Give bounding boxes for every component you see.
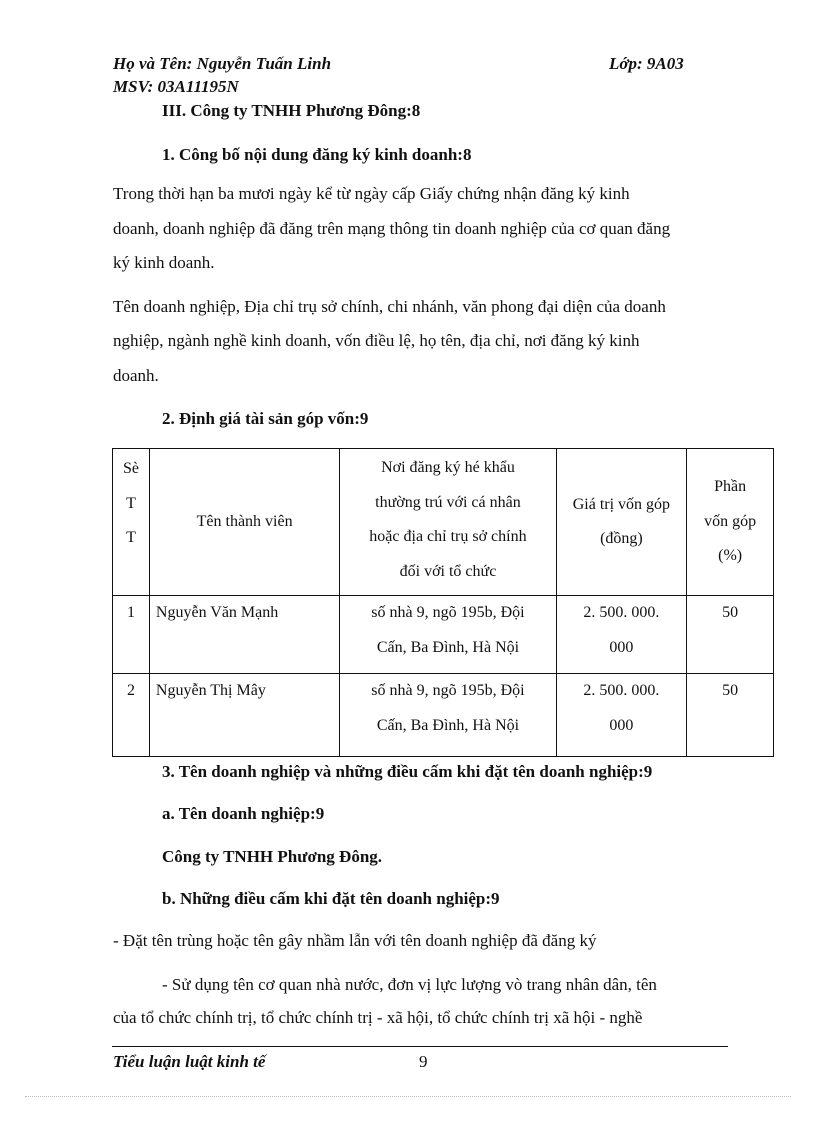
header-share-line: Phần (714, 478, 747, 496)
prohibition-item: - Đặt tên trùng hoặc tên gây nhầm lẫn với tên doanh nghiệp đã đăng ký (113, 931, 597, 950)
section-1-title: 1. Công bố nội dung đăng ký kinh doanh:8 (162, 145, 472, 164)
header-stt-line: T (126, 529, 136, 546)
section-iii-title: III. Công ty TNHH Phương Đông:8 (162, 101, 421, 120)
header-stt (113, 449, 150, 596)
row-value-line: 000 (609, 638, 634, 656)
header-value-line: (đồng) (600, 530, 643, 547)
section-2-title: 2. Định giá tài sản góp vốn:9 (162, 409, 369, 428)
row-value-line: 2. 500. 000. (583, 682, 660, 699)
capital-contribution-table (112, 448, 774, 757)
header-address-line: thường trú với cá nhân (375, 493, 521, 511)
row-stt-value: 1 (126, 604, 135, 621)
row-address (340, 674, 556, 757)
header-member-label: Tên thành viên (196, 513, 293, 530)
row-member (149, 674, 339, 757)
row-address-line: Cấn, Ba Đình, Hà Nội (376, 638, 520, 656)
page-number: 9 (419, 1052, 428, 1071)
header-stt-line: T (126, 494, 136, 512)
header-address (340, 449, 556, 596)
row-address-line: số nhà 9, ngõ 195b, Đội (371, 604, 525, 621)
row-member-value: Nguyễn Văn Mạnh (155, 604, 279, 621)
paragraph-line: Trong thời hạn ba mươi ngày kể từ ngày cấp Giấy chứng nhận đăng ký kinh (113, 184, 630, 203)
footer-title: Tiểu luận luật kinh tế (113, 1052, 266, 1071)
section-3-title: 3. Tên doanh nghiệp và những điều cấm khi đặt tên doanh nghiệp:9 (162, 762, 653, 781)
page-boundary (25, 1096, 791, 1097)
row-value-line: 000 (609, 716, 634, 734)
paragraph-line: doanh, doanh nghiệp đã đăng trên mạng thông tin doanh nghiệp của cơ quan đăng (113, 219, 671, 238)
row-value-line: 2. 500. 000. (583, 604, 660, 621)
row-share-value: 50 (722, 682, 739, 699)
header-class: Lớp: 9A03 (609, 54, 684, 73)
row-value (556, 674, 687, 757)
prohibition-item-continuation: của tổ chức chính trị, tổ chức chính trị - xã hội, tổ chức chính trị xã hội - nghề (113, 1008, 643, 1027)
row-address-line: Cấn, Ba Đình, Hà Nội (376, 716, 520, 734)
header-stt-line: Sè (122, 460, 139, 477)
paragraph-line: nghiệp, ngành nghề kinh doanh, vốn điều lệ, họ tên, địa chỉ, nơi đăng ký kinh (113, 331, 640, 350)
row-share-value: 50 (722, 604, 739, 621)
row-share (687, 596, 774, 674)
row-address-line: số nhà 9, ngõ 195b, Đội (371, 682, 525, 699)
table-header-row (113, 449, 774, 596)
header-value-line: Giá trị vốn góp (572, 495, 671, 513)
header-value (556, 449, 687, 596)
paragraph-line: doanh. (113, 366, 159, 385)
header-address-line: hoặc địa chỉ trụ sở chính (369, 528, 527, 545)
header-student-id: MSV: 03A11195N (113, 77, 239, 96)
header-address-line: Nơi đăng ký hé khẩu (381, 459, 515, 476)
row-stt-value: 2 (126, 682, 135, 699)
table-row (113, 674, 774, 757)
paragraph-line: Tên doanh nghiệp, Địa chỉ trụ sở chính, chi nhánh, văn phong đại diện của doanh (113, 297, 666, 316)
row-member (149, 596, 339, 674)
header-student-name: Họ và Tên: Nguyễn Tuấn Linh (113, 54, 332, 73)
section-a-title: a. Tên doanh nghiệp:9 (162, 804, 325, 823)
paragraph-line: ký kinh doanh. (113, 253, 215, 272)
header-member (149, 449, 339, 596)
header-address-line: đối với tổ chức (399, 562, 497, 580)
footer-divider (112, 1046, 728, 1047)
row-address (340, 596, 556, 674)
company-name: Công ty TNHH Phương Đông. (162, 847, 383, 866)
row-stt (113, 674, 150, 757)
table-row (113, 596, 774, 674)
header-share (687, 449, 774, 596)
header-share-line: (%) (718, 547, 743, 565)
row-stt (113, 596, 150, 674)
prohibition-item: - Sử dụng tên cơ quan nhà nước, đơn vị lực lượng vò trang nhân dân, tên (162, 975, 657, 994)
row-share (687, 674, 774, 757)
row-value (556, 596, 687, 674)
row-member-value: Nguyễn Thị Mây (155, 682, 266, 699)
section-b-title: b. Những điều cấm khi đặt tên doanh nghiệp:9 (162, 889, 500, 908)
header-share-line: vốn góp (704, 512, 757, 530)
